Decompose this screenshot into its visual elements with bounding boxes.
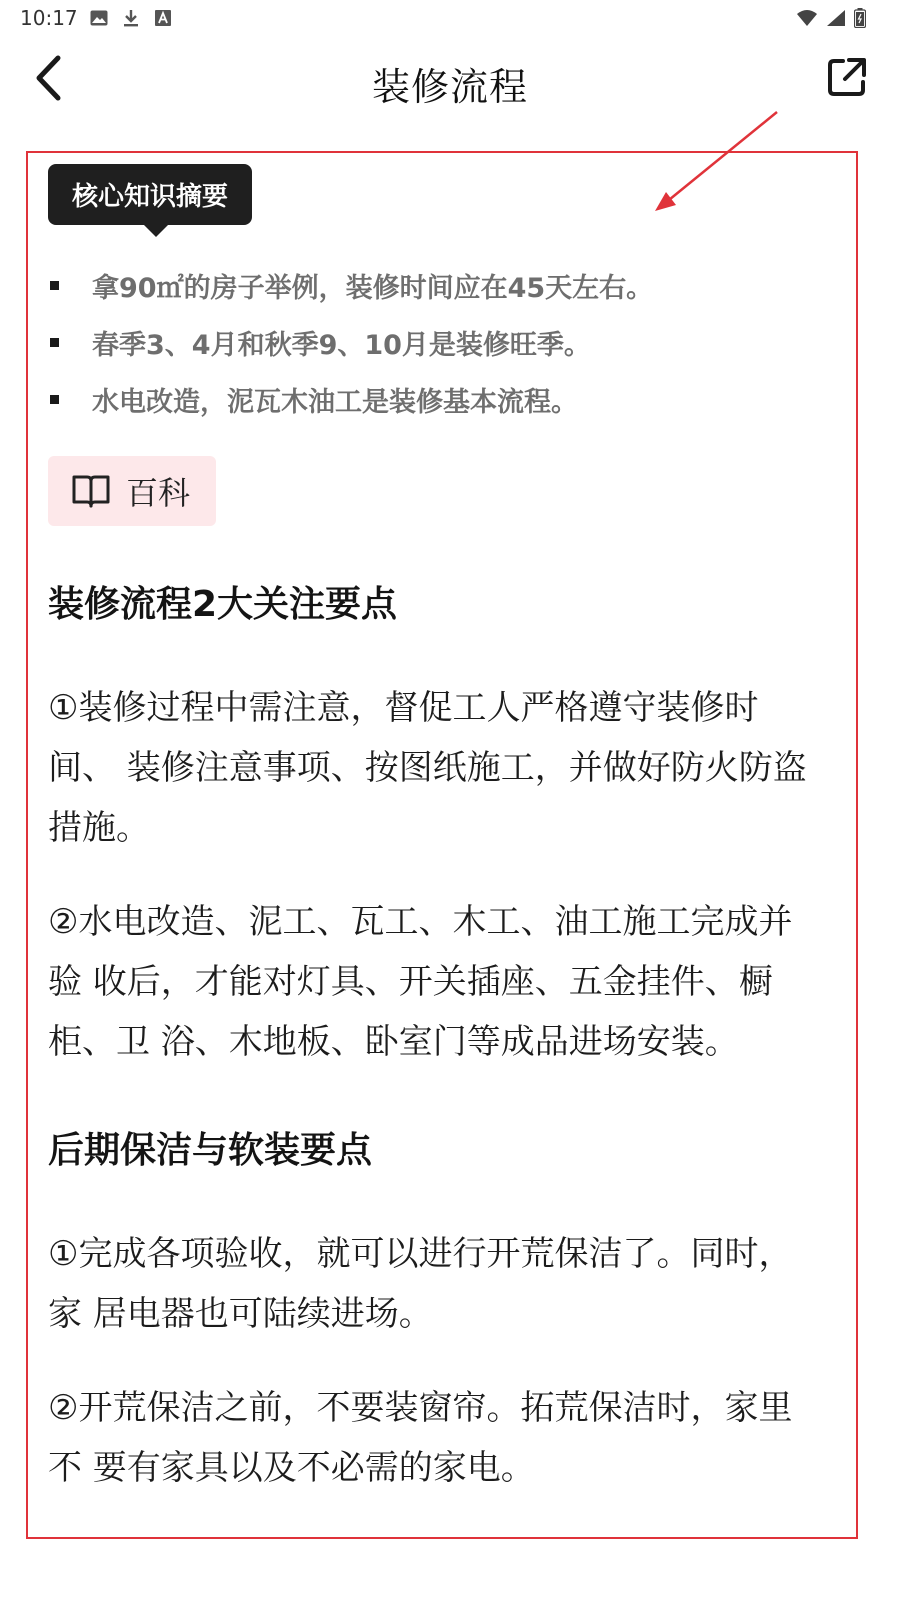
summary-bullet-text: 春季3、4月和秋季9、10月是装修旺季。 [92, 330, 591, 361]
wiki-button-label: 百科 [126, 474, 191, 512]
section-paragraph: ①完成各项验收，就可以进行开荒保洁了。同时，家 居电器也可陆续进场。 [48, 1234, 793, 1334]
summary-bullet-text: 水电改造，泥瓦木油工是装修基本流程。 [92, 387, 578, 418]
section-paragraph: ②开荒保洁之前，不要装窗帘。拓荒保洁时，家里不 要有家具以及不必需的家电。 [48, 1388, 793, 1488]
signal-icon [826, 9, 846, 31]
summary-tag: 核心知识摘要 [48, 164, 252, 225]
section-heading: 后期保洁与软装要点 [48, 1130, 373, 1171]
wifi-icon [796, 9, 818, 31]
section-paragraph: ①装修过程中需注意，督促工人严格遵守装修时间、 装修注意事项、按图纸施工，并做好防火防盗措施。 [48, 688, 807, 848]
summary-bullet-text: 拿90㎡的房子举例，装修时间应在45天左右。 [92, 273, 654, 304]
annotation-highlight-box [26, 151, 858, 1539]
status-notification-icons [90, 9, 172, 27]
section-heading: 装修流程2大关注要点 [48, 584, 398, 625]
page-title: 装修流程 [371, 65, 528, 109]
a-icon [154, 9, 172, 27]
top-nav-bar [0, 40, 900, 120]
section-paragraph: ②水电改造、泥工、瓦工、木工、油工施工完成并验 收后，才能对灯具、开关插座、五金挂件、橱柜、卫 浴、木地板、卧室门等成品进场安装。 [48, 902, 793, 1062]
share-icon [827, 57, 867, 97]
download-icon [122, 9, 140, 27]
status-bar [0, 0, 900, 38]
status-system-icons [796, 8, 866, 32]
share-button[interactable] [822, 52, 872, 102]
battery-icon [854, 8, 866, 32]
image-icon [90, 9, 108, 27]
status-time: 10:17 [20, 6, 78, 30]
